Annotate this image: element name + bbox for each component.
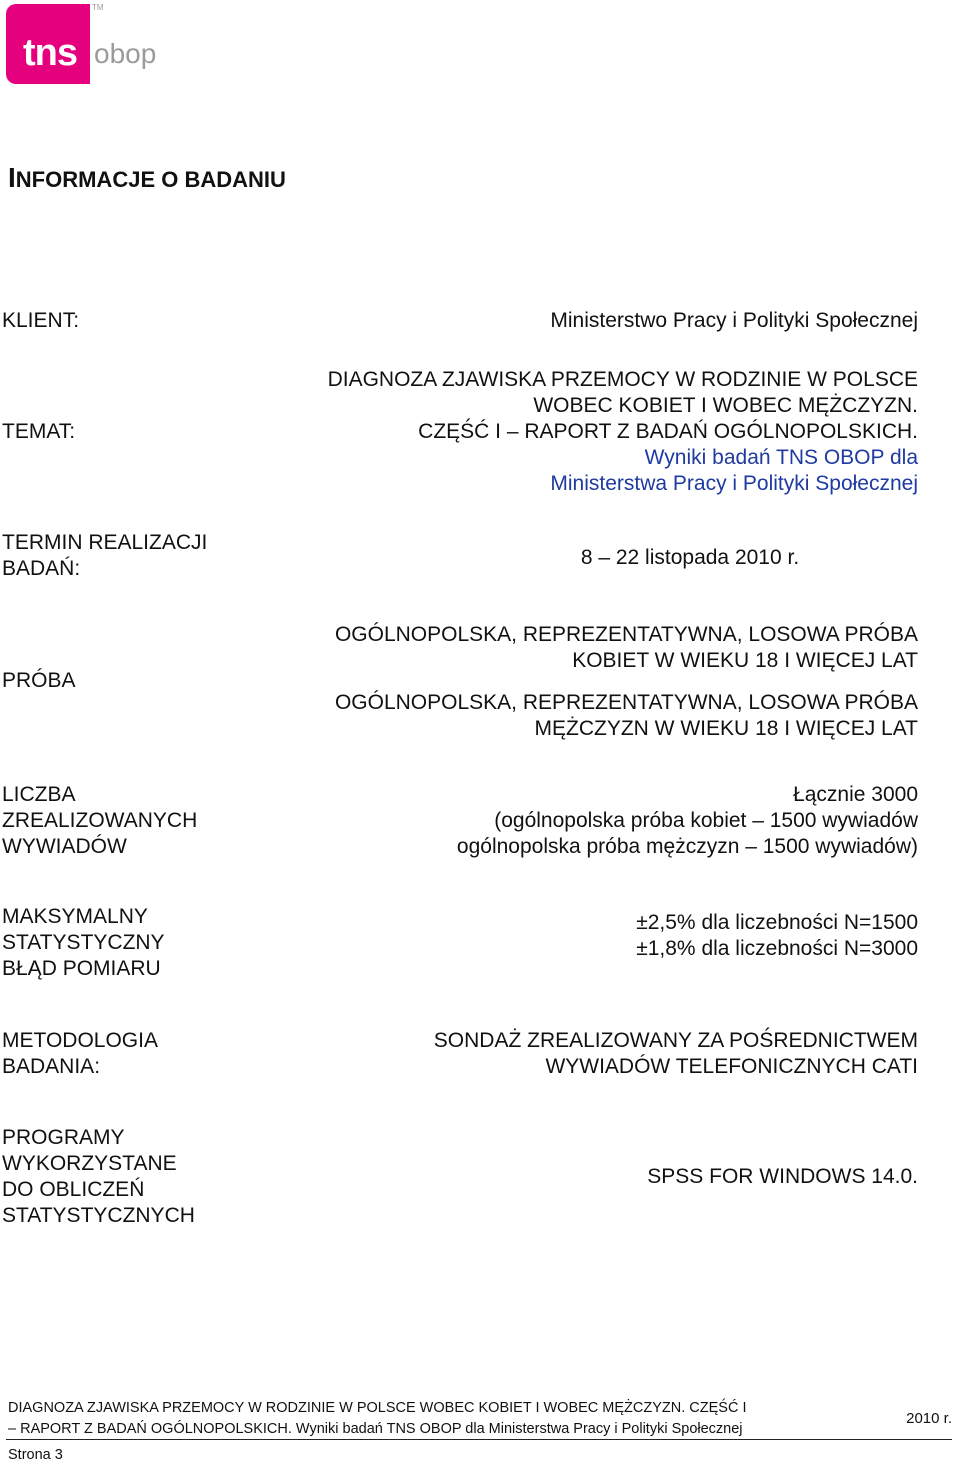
value-blad-line: ±2,5% dla liczebności N=1500: [636, 911, 918, 934]
value-liczba-line: Łącznie 3000: [793, 783, 918, 806]
tns-obop-logo: [6, 4, 166, 84]
label-programy: DO OBLICZEŃ: [2, 1178, 145, 1201]
value-temat-line: DIAGNOZA ZJAWISKA PRZEMOCY W RODZINIE W POLSCE: [327, 368, 918, 391]
value-proba-line: MĘŻCZYZN W WIEKU 18 I WIĘCEJ LAT: [534, 717, 918, 740]
value-liczba-line: ogólnopolska próba mężczyzn – 1500 wywiadów): [456, 835, 918, 858]
page-title-initial: I: [8, 162, 16, 193]
value-programy: SPSS FOR WINDOWS 14.0.: [647, 1165, 918, 1188]
value-proba-line: OGÓLNOPOLSKA, REPREZENTATYWNA, LOSOWA PRÓBA: [334, 691, 918, 714]
label-proba: PRÓBA: [2, 669, 76, 692]
footer-year: 2010 r.: [906, 1410, 952, 1427]
label-termin: TERMIN REALIZACJI: [2, 531, 208, 554]
value-temat-line: Wyniki badań TNS OBOP dla: [644, 446, 918, 469]
footer-title-line: DIAGNOZA ZJAWISKA PRZEMOCY W RODZINIE W POLSCE WOBEC KOBIET I WOBEC MĘŻCZYZN. CZĘŚĆ I: [8, 1400, 747, 1416]
label-klient: KLIENT:: [2, 309, 80, 332]
label-metodologia: METODOLOGIA: [2, 1029, 158, 1052]
page-number: Strona 3: [8, 1447, 63, 1463]
footer-divider: [6, 1439, 952, 1440]
footer-document-title: [8, 1398, 747, 1440]
value-klient: Ministerstwo Pracy i Polityki Społecznej: [550, 309, 918, 332]
label-liczba: ZREALIZOWANYCH: [2, 809, 198, 832]
logo-brand: tns: [23, 32, 77, 74]
label-blad: MAKSYMALNY: [2, 905, 148, 928]
value-metodologia-line: WYWIADÓW TELEFONICZNYCH CATI: [545, 1055, 918, 1078]
value-proba-line: KOBIET W WIEKU 18 I WIĘCEJ LAT: [572, 649, 918, 672]
page-title: [8, 162, 286, 194]
value-termin: 8 – 22 listopada 2010 r.: [580, 546, 800, 569]
label-programy: STATYSTYCZNYCH: [2, 1204, 195, 1227]
value-proba-line: OGÓLNOPOLSKA, REPREZENTATYWNA, LOSOWA PRÓBA: [334, 623, 918, 646]
page-title-rest: NFORMACJE O BADANIU: [15, 167, 286, 192]
logo-trademark: TM: [92, 3, 104, 12]
value-temat-line: CZĘŚĆ I – RAPORT Z BADAŃ OGÓLNOPOLSKICH.: [418, 420, 918, 443]
value-blad-line: ±1,8% dla liczebności N=3000: [636, 937, 918, 960]
value-temat-line: Ministerstwa Pracy i Polityki Społecznej: [550, 472, 918, 495]
value-liczba-line: (ogólnopolska próba kobiet – 1500 wywiadów: [494, 809, 918, 832]
footer-title-line: – RAPORT Z BADAŃ OGÓLNOPOLSKICH. Wyniki badań TNS OBOP dla Ministerstwa Pracy i Polityki Społecznej: [8, 1421, 743, 1437]
label-blad: STATYSTYCZNY: [2, 931, 165, 954]
label-programy: WYKORZYSTANE: [2, 1152, 177, 1175]
value-temat-line: WOBEC KOBIET I WOBEC MĘŻCZYZN.: [533, 394, 918, 417]
label-liczba: WYWIADÓW: [2, 835, 127, 858]
label-liczba: LICZBA: [2, 783, 76, 806]
logo-sub: obop: [94, 38, 157, 69]
label-metodologia: BADANIA:: [2, 1055, 101, 1078]
label-termin: BADAŃ:: [2, 557, 81, 580]
label-temat: TEMAT:: [2, 420, 76, 443]
label-programy: PROGRAMY: [2, 1126, 125, 1149]
label-blad: BŁĄD POMIARU: [2, 957, 161, 980]
value-metodologia-line: SONDAŻ ZREALIZOWANY ZA POŚREDNICTWEM: [433, 1029, 918, 1052]
